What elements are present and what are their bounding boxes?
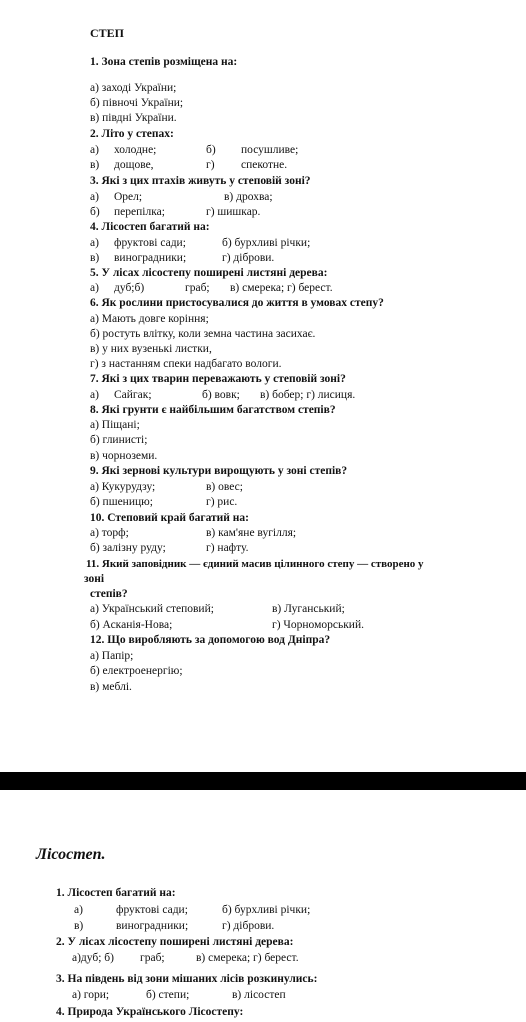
answer-12c: в) меблі. (90, 681, 132, 693)
question-3: 3. Які з цих птахів живуть у степовій зоні? (90, 175, 311, 187)
answer-cell: б) степи; (146, 989, 190, 1001)
question-10: 10. Степовий край багатий на: (90, 512, 250, 524)
answer-cell: фруктові сади; (116, 904, 188, 916)
answer-cell: г) діброви. (222, 920, 275, 932)
answer-cell: а) Український степовий; (90, 603, 214, 615)
answer-cell: г) нафту. (206, 542, 249, 554)
answer-cell: б) бурхливі річки; (222, 237, 311, 249)
answer-cell: а) торф; (90, 527, 129, 539)
answer-6a: а) Мають довге коріння; (90, 313, 209, 325)
question-1: 1. Зона степів розміщена на: (90, 56, 238, 68)
answer-cell: а) (90, 282, 99, 294)
answer-1a: а) заході України; (90, 82, 177, 94)
page-separator (0, 772, 526, 790)
answer-cell: б) пшеницю; (90, 496, 153, 508)
answer-cell: в) дрохва; (224, 191, 273, 203)
answer-cell: спекотне. (241, 159, 288, 171)
answer-6b: б) ростуть влітку, коли земна частина засихає. (90, 328, 316, 340)
answer-cell: а) (74, 904, 83, 916)
answer-cell: в) смерека; г) берест. (196, 952, 299, 964)
answer-cell: Сайгак; (114, 389, 152, 401)
question-4: 4. Природа Українського Лісостепу: (56, 1006, 244, 1018)
answer-cell: б) залізну руду; (90, 542, 166, 554)
answer-cell: в) бобер; г) лисиця. (260, 389, 356, 401)
question-11-cont: степів? (90, 588, 128, 600)
answer-cell: граб; (140, 952, 165, 964)
question-3: 3. На південь від зони мішаних лісів розкинулись: (56, 973, 318, 985)
answer-cell: виноградники; (116, 920, 189, 932)
answer-cell: в) (74, 920, 84, 932)
answer-8b: б) глинисті; (90, 434, 148, 446)
answer-cell: перепілка; (114, 206, 165, 218)
answer-cell: г) Чорноморський. (272, 619, 364, 631)
answer-cell: а) (90, 144, 99, 156)
answer-cell: Орел; (114, 191, 143, 203)
question-2: 2. Літо у степах: (90, 128, 174, 140)
answer-cell: в) Луганський; (272, 603, 345, 615)
answer-cell: г) шишкар. (206, 206, 261, 218)
question-5: 5. У лісах лісостепу поширені листяні дерева: (90, 267, 328, 279)
answer-cell: а) гори; (72, 989, 110, 1001)
question-7: 7. Які з цих тварин переважають у степовій зоні? (90, 373, 346, 385)
answer-cell: б) (90, 206, 100, 218)
answer-cell: холодне; (114, 144, 157, 156)
question-11: 11. Який заповідник — єдиний масив цілинного степу — створено у (86, 558, 424, 570)
answer-6c: в) у них вузенькі листки, (90, 343, 212, 355)
question-2: 2. У лісах лісостепу поширені листяні дерева: (56, 936, 294, 948)
answer-cell: в) овес; (206, 481, 243, 493)
answer-cell: г) (206, 159, 215, 171)
answer-1b: б) півночі України; (90, 97, 184, 109)
answer-cell: виноградники; (114, 252, 187, 264)
page-title: СТЕП (90, 26, 125, 40)
answer-cell: дуб;б) (114, 282, 145, 294)
answer-cell: б) (206, 144, 216, 156)
answer-cell: дощове, (114, 159, 154, 171)
question-4: 4. Лісостеп багатий на: (90, 221, 210, 233)
answer-cell: в) лісостеп (232, 989, 286, 1001)
answer-12a: а) Папір; (90, 650, 134, 662)
answer-cell: а)дуб; б) (72, 952, 114, 964)
answer-8a: а) Піщані; (90, 419, 140, 431)
answer-cell: в) (90, 159, 100, 171)
answer-12b: б) електроенергію; (90, 665, 183, 677)
answer-cell: б) бурхливі річки; (222, 904, 311, 916)
question-9: 9. Які зернові культури вирощують у зоні степів? (90, 465, 348, 477)
section-title-lisostep: Лісостеп. (36, 846, 106, 863)
answer-cell: а) (90, 191, 99, 203)
answer-8c: в) чорноземи. (90, 450, 158, 462)
answer-cell: б) вовк; (202, 389, 240, 401)
answer-1c: в) півдні України. (90, 112, 177, 124)
answer-cell: в) (90, 252, 100, 264)
question-12: 12. Що виробляють за допомогою вод Дніпра? (90, 634, 331, 646)
answer-cell: а) Кукурудзу; (90, 481, 156, 493)
answer-cell: а) (90, 389, 99, 401)
question-8: 8. Які грунти є найбільшим багатством степів? (90, 404, 336, 416)
answer-cell: а) (90, 237, 99, 249)
answer-cell: граб; (185, 282, 210, 294)
answer-cell: фруктові сади; (114, 237, 186, 249)
answer-cell: г) рис. (206, 496, 238, 508)
answer-cell: в) смерека; г) берест. (230, 282, 333, 294)
answer-cell: г) діброви. (222, 252, 275, 264)
answer-cell: б) Асканія-Нова; (90, 619, 173, 631)
question-6: 6. Як рослини пристосувалися до життя в умовах степу? (90, 297, 384, 309)
question-1: 1. Лісостеп багатий на: (56, 887, 176, 899)
question-11-cont: зоні (84, 573, 105, 585)
answer-6d: г) з настанням спеки надбагато вологи. (90, 358, 282, 370)
answer-cell: в) кам'яне вугілля; (206, 527, 297, 539)
answer-cell: посушливе; (241, 144, 299, 156)
